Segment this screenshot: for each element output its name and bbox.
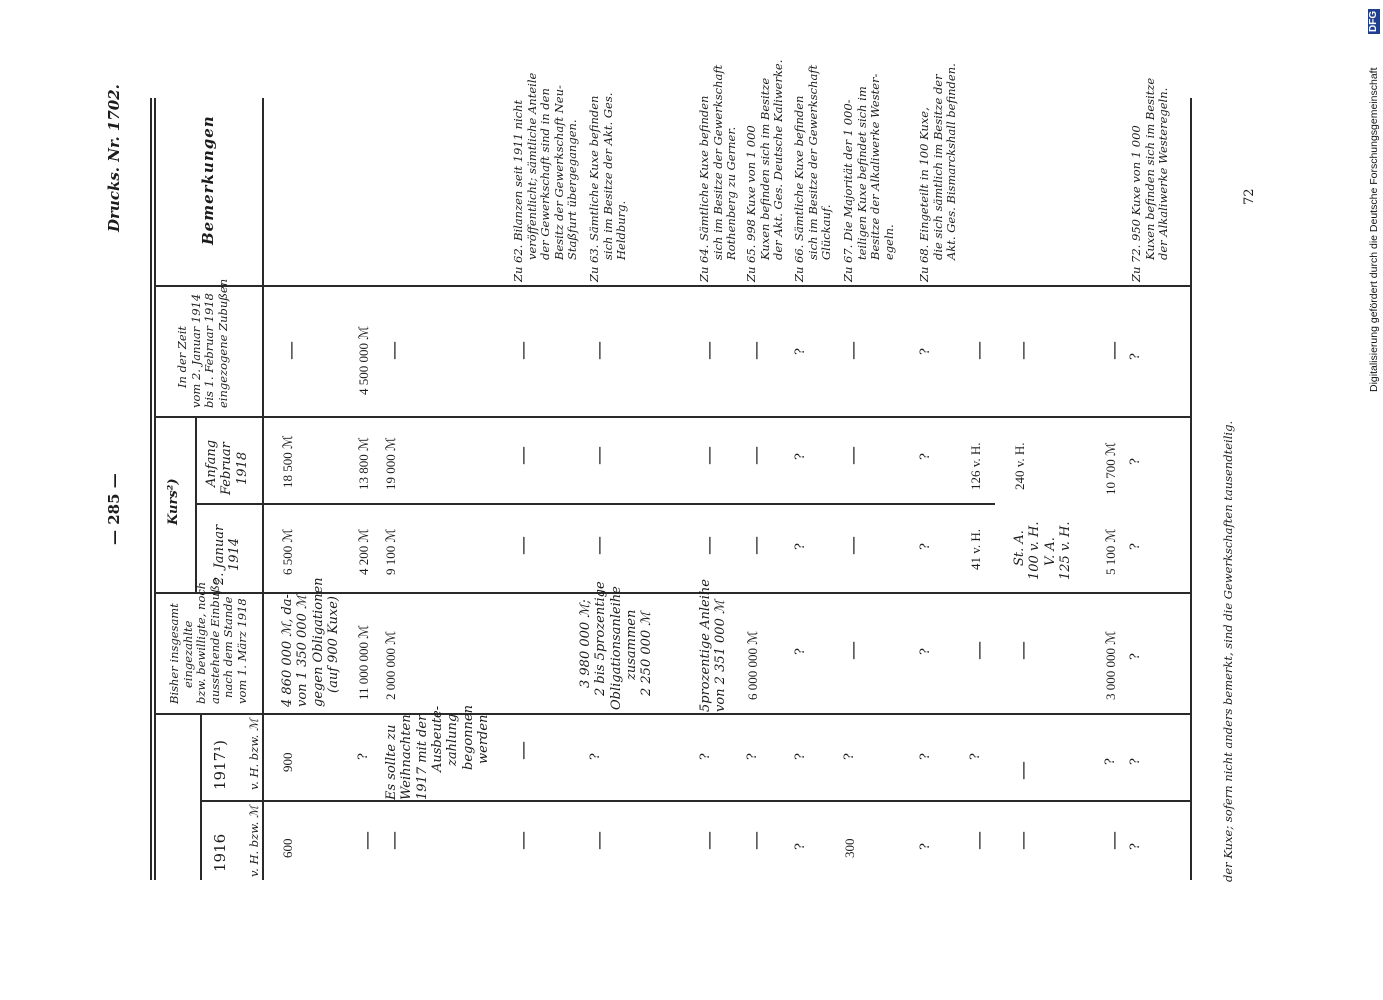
row64-1917: ? [698,753,713,760]
row1-1916: 600 [280,838,295,858]
row62-kurs1918: — [512,446,534,465]
row69-1916: — [968,831,990,850]
row70-kurs1918: 240 v. H. [1012,442,1027,490]
row67-zubusse: — [842,641,864,660]
row62-kurs1914: — [512,536,534,555]
row63-bemerkung: Zu 63. Sämtliche Kuxe befinden sich im Besitze der Akt. Ges. Heldburg. [587,92,629,282]
row68-zubusse: ? [918,648,933,655]
row64-kurs1914: — [698,536,720,555]
row71-zubusse: 3 000 000 ℳ [1103,630,1118,700]
row70-kurs1914: St. A. 100 v. H. V. A. 125 v. H. [1012,521,1073,580]
page-mark: 72 [1242,188,1257,205]
row71-1916: — [1103,831,1125,850]
row68-1916: ? [918,843,933,850]
row1-zubusse: 4 860 000 ℳ, da- von 1 350 000 ℳ gegen Obligationen (auf 900 Kuxe) [280,577,341,707]
row3-zeit: — [383,341,405,360]
row64-kurs1918: — [698,446,720,465]
header-feb1918: Anfang Februar 1918 [204,439,250,495]
row71-kurs1918: 10 700 ℳ [1103,442,1118,495]
row1-kurs1914: 6 500 ℳ [280,528,295,575]
row3-zubusse: 2 000 000 ℳ [383,630,398,700]
row2-zubusse: 11 000 000 ℳ [356,624,371,700]
header-1917-unit: v. H. bzw. ℳ [247,718,261,790]
row63-zubusse: 3 980 000 ℳ; 2 bis 5prozentige Obligationsanleihe zusammen 2 250 000 ℳ [578,581,655,710]
row66-1917: ? [793,753,808,760]
header-zubusse: Bisher insgesamt eingezahlte bzw. bewilligte, noch ausstehende Einbuße nach dem Stande vom 1. März 1918 [167,578,249,704]
row65-zeit: — [745,341,767,360]
footnote: der Kuxe; sofern nicht anders bemerkt, sind die Gewerkschaften tausendteilig. [1221,420,1235,882]
header-1916-unit: v. H. bzw. ℳ [247,805,261,877]
row66-zubusse: ? [793,648,808,655]
row71-kurs1914: 5 100 ℳ [1103,528,1118,575]
rule-zeit [154,416,1190,418]
row68-bemerkung: Zu 68. Eingeteilt in 100 Kuxe, die sich sämtlich im Besitze der Akt. Ges. Bismarckshall befinden. [917,63,959,282]
row65-kurs1914: — [745,536,767,555]
row3-kurs1918: 19 000 ℳ [383,437,398,490]
row72-1917: ? [1128,758,1143,765]
row65-1916: — [745,831,767,850]
header-kurs: Kurs²) [166,478,181,525]
row3-kurs1914: 9 100 ℳ [383,528,398,575]
row68-zeit: ? [918,348,933,355]
row63-1917: ? [588,753,603,760]
table-bottom-rule [1190,98,1192,880]
row3-1917-note: Es sollte zu Weihnachten 1917 mit der Ausbeute- zahlung begonnen werden [384,705,491,800]
row70-1916: — [1012,831,1034,850]
row72-kurs1914: ? [1128,543,1143,550]
page-number-line: — 285 — [105,473,123,545]
row70-1917: — [1012,761,1034,780]
rule-kurs-header [195,416,197,592]
row70-zeit: — [1012,341,1034,360]
row1-zeit: — [280,341,302,360]
row65-1917: ? [745,753,760,760]
row1-kurs1918: 18 500 ℳ [280,435,295,488]
row64-zeit: — [698,341,720,360]
rule-zubusse [154,713,1190,715]
dfg-logo: DFG [1368,10,1379,32]
row68-kurs1914: ? [918,543,933,550]
row2-1917: ? [356,753,371,760]
row3-1916: — [383,831,405,850]
row68-kurs1918: ? [918,453,933,460]
row72-kurs1918: ? [1128,458,1143,465]
header-1916: 1916 [211,833,229,872]
row66-kurs1918: ? [793,453,808,460]
row63-zeit: — [588,341,610,360]
row72-bemerkung: Zu 72. 950 Kuxe von 1 000 Kuxen befinden sich im Besitze der Alkaliwerke Westeregeln. [1129,77,1171,282]
row2-1916: — [356,831,378,850]
row62-1916: — [512,831,534,850]
row66-kurs1914: ? [793,543,808,550]
header-bemerkungen: Bemerkungen [199,115,217,245]
row67-kurs1918: — [842,446,864,465]
row63-kurs1918: — [588,446,610,465]
row69-zeit: — [968,341,990,360]
row1-1917: 900 [280,752,295,772]
row66-zeit: ? [793,348,808,355]
header-1917: 1917¹) [211,739,229,790]
row69-1917: ? [968,753,983,760]
row72-zubusse: ? [1128,653,1143,660]
row63-kurs1914: — [588,536,610,555]
row69-kurs1918: 126 v. H. [968,442,983,490]
rule-bemerkungen [154,285,1190,287]
row65-bemerkung: Zu 65. 998 Kuxe von 1 000 Kuxen befinden sich im Besitze der Akt. Ges. Deutsche Kaliwerke. [744,59,786,282]
row62-bemerkung: Zu 62. Bilanzen seit 1911 nicht veröffentlicht; sämtliche Anteile der Gewerkschaft sind in den Besitz der Gewerkschaft Neu- Staßfurt übergegangen. [511,72,580,282]
row2-kurs1918: 13 800 ℳ [356,437,371,490]
rule-1917 [200,800,1190,802]
row64-bemerkung: Zu 64. Sämtliche Kuxe befinden sich im Besitze der Gewerkschaft Rothenberg zu Gerner. [697,64,739,282]
row2-kurs1914: 4 200 ℳ [356,528,371,575]
row67-1916: 300 [842,838,857,858]
row67-zeit: — [842,341,864,360]
row72-1916: ? [1128,843,1143,850]
row64-1916: — [698,831,720,850]
row68-1917: ? [918,753,933,760]
row69-kurs1914: 41 v. H. [968,528,983,570]
table-top-rule-double [154,98,156,880]
row67-kurs1914: — [842,536,864,555]
druck-number: Drucks. Nr. 1702. [105,84,123,232]
row70-zubusse: — [1012,641,1034,660]
row67-bemerkung: Zu 67. Die Majorität der 1 000- teiligen Kuxe befindet sich im Besitze der Alkaliwerke Wester- egeln. [841,73,896,282]
table-top-rule [150,98,152,880]
rule-kurs-split [195,503,995,505]
row62-zeit: — [512,341,534,360]
row63-1916: — [588,831,610,850]
row64-zubusse: 5prozentige Anleihe von 2 351 000 ℳ [698,579,729,712]
rule-year-header [200,713,202,880]
row71-1917: ? [1103,758,1118,765]
header-jan1914: 2. Januar 1914 [212,524,243,585]
digitization-note: Digitalisierung gefördert durch die Deutsche Forschungsgemeinschaft [1368,67,1380,392]
row62-1917: — [512,741,534,760]
row66-bemerkung: Zu 66. Sämtliche Kuxe befinden sich im Besitze der Gewerkschaft Glückauf. [792,64,834,282]
row66-1916: ? [793,843,808,850]
row71-zeit: — [1103,341,1125,360]
row2-zeit: 4 500 000 ℳ [356,325,371,395]
header-zeit: In der Zeit vom 2. Januar 1914 bis 1. Februar 1918 eingezogene Zubußen [175,278,230,408]
row65-zubusse: 6 000 000 ℳ [745,630,760,700]
row69-zubusse: — [968,641,990,660]
row65-kurs1918: — [745,446,767,465]
row67-1917: ? [842,753,857,760]
header-bottom-rule [262,98,264,880]
row72-zeit: ? [1128,353,1143,360]
